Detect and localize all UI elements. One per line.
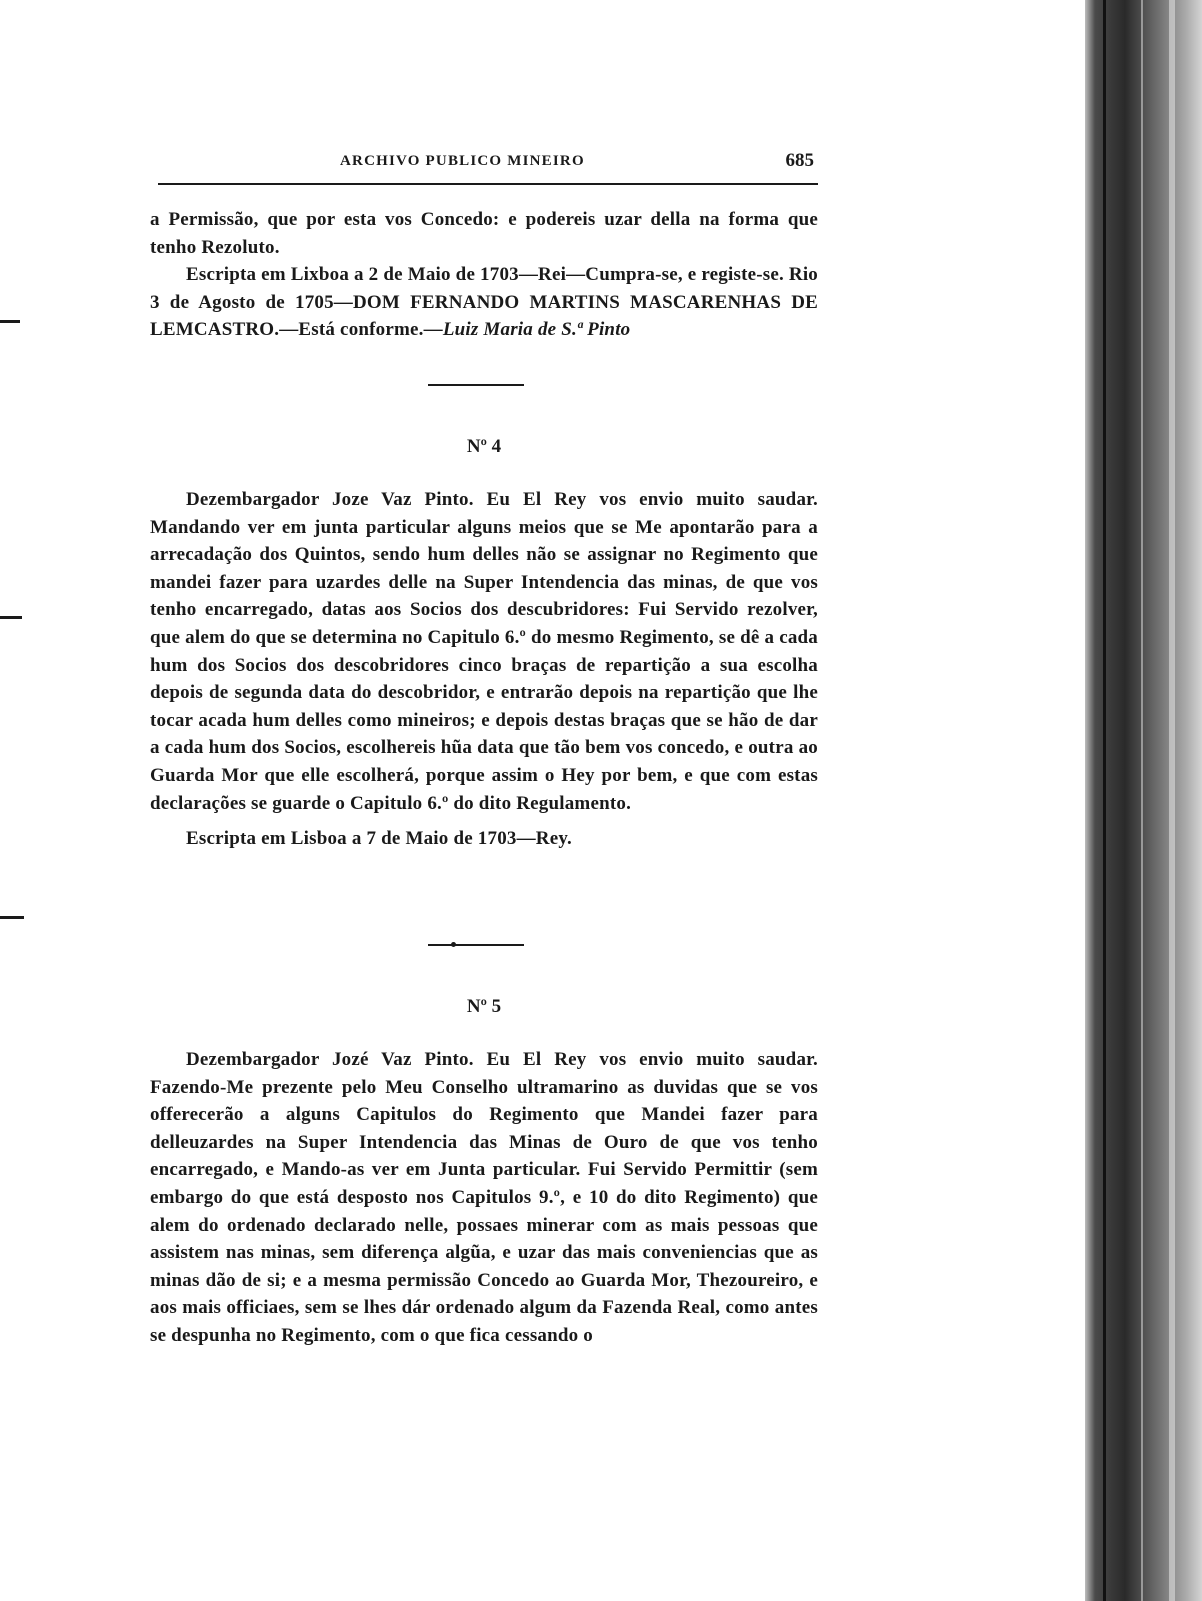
header-rule bbox=[158, 183, 818, 185]
header-title: ARCHIVO PUBLICO MINEIRO bbox=[340, 153, 585, 169]
continuation-text bbox=[150, 206, 818, 344]
running-header bbox=[150, 150, 818, 182]
section-4-dateline: Escripta em Lisboa a 7 de Maio de 1703—Rey. bbox=[186, 828, 572, 850]
section-4-text bbox=[150, 486, 818, 853]
section-4-paragraph: Dezembargador Joze Vaz Pinto. Eu El Rey vos envio muito saudar. Mandando ver em junta particular alguns meios que se Me apontarão para a arrecadação dos Quintos, sendo hum delles não se assignar no Regimento que mandei fazer para uzardes delle na Super Intendencia das minas, de que vos tenho encarregado, datas aos Socios dos descubridores: Fui Servido rezolver, que alem do que se determina no Capitulo 6.º do mesmo Regimento, se dê a cada hum dos Socios dos descobridores cinco braças de repartição a sua escolha depois de segunda data do descobridor, e entrarão depois na repartição que lhe tocar acada hum delles como mineiros; e depois destas braças que se hão de dar a cada hum dos Socios, escolhereis hũa data que tão bem vos concedo, e outra ao Guarda Mor que elle escolherá, porque assim o Hey por bem, e que com estas declarações se guarde o Capitulo 6.º do dito Regulamento. bbox=[150, 489, 818, 814]
continuation-paragraph: a Permissão, que por esta vos Concedo: e podereis uzar della na forma que tenho Rezoluto. bbox=[150, 209, 818, 258]
section-5-number: Nº 5 bbox=[466, 996, 502, 1017]
section-5-text bbox=[150, 1046, 818, 1350]
signature: Luiz Maria de S.ª Pinto bbox=[442, 319, 631, 341]
continuation-dateline bbox=[150, 261, 818, 344]
section-5-paragraph: Dezembargador Jozé Vaz Pinto. Eu El Rey vos envio muito saudar. Fazendo-Me prezente pelo Meu Conselho ultramarino as duvidas que se vos offerecerão a alguns Capitulos do Regimento que Mandei fazer para delleuzardes na Super Intendencia das Minas de Ouro de que vos tenho encarregado, e Mando-as ver em Junta particular. Fui Servido Permittir (sem embargo do que está desposto nos Capitulos 9.º, e 10 do dito Regimento) que alem do ordenado declarado nelle, possaes minerar com as mais pessoas que assistem nas minas, sem diferença algũa, e uzar das mais conveniencias que as minas dão de si; e a mesma permissão Concedo ao Guarda Mor, Thezoureiro, e aos mais officiaes, sem se lhes dár ordenado algum da Fazenda Real, como antes se despunha no Regimento, com o que fica cessando o bbox=[150, 1049, 818, 1346]
margin-mark bbox=[0, 916, 24, 919]
margin-mark bbox=[0, 320, 20, 323]
section-separator bbox=[428, 944, 524, 946]
scan-edge-shadow bbox=[1085, 0, 1202, 1601]
dateline-text: Escripta em Lixboa a 2 de Maio de 1703—Rei—Cumpra-se, e registe-se. Rio 3 de Agosto de 1705—DOM FERNANDO MARTINS MASCARENHAS DE LEMCASTRO.—Está conforme.— bbox=[150, 264, 818, 341]
page-number: 685 bbox=[785, 150, 814, 171]
margin-mark bbox=[0, 616, 22, 619]
section-4-number: Nº 4 bbox=[466, 436, 502, 457]
section-separator bbox=[428, 384, 524, 386]
separator-dot bbox=[451, 942, 456, 947]
